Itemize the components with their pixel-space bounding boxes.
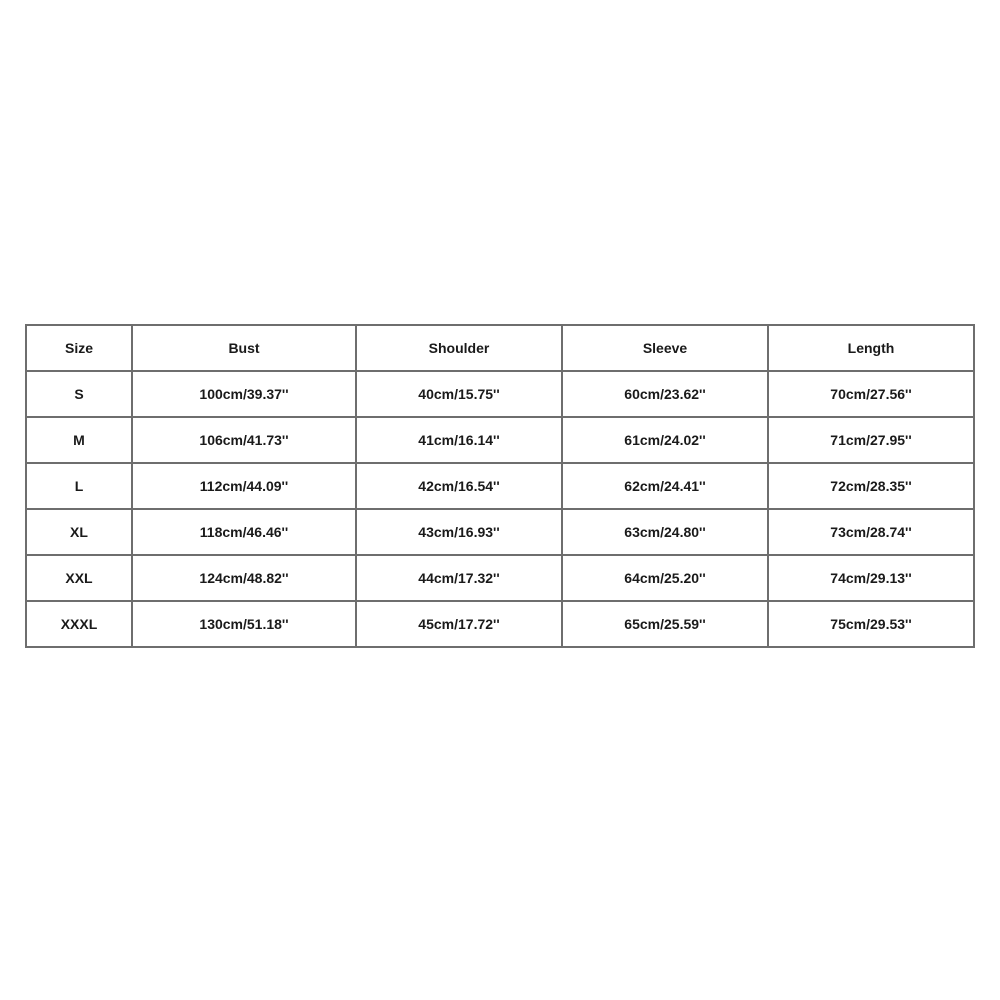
cell-sleeve: 65cm/25.59'' (562, 601, 768, 647)
cell-size: XL (26, 509, 132, 555)
cell-shoulder: 45cm/17.72'' (356, 601, 562, 647)
cell-bust: 124cm/48.82'' (132, 555, 356, 601)
cell-shoulder: 40cm/15.75'' (356, 371, 562, 417)
cell-size: XXL (26, 555, 132, 601)
header-shoulder: Shoulder (356, 325, 562, 371)
cell-bust: 118cm/46.46'' (132, 509, 356, 555)
cell-sleeve: 61cm/24.02'' (562, 417, 768, 463)
cell-size: M (26, 417, 132, 463)
table-row (26, 463, 974, 509)
cell-length: 74cm/29.13'' (768, 555, 974, 601)
cell-bust: 100cm/39.37'' (132, 371, 356, 417)
header-row (26, 325, 974, 371)
cell-length: 75cm/29.53'' (768, 601, 974, 647)
header-size: Size (26, 325, 132, 371)
header-sleeve: Sleeve (562, 325, 768, 371)
cell-shoulder: 41cm/16.14'' (356, 417, 562, 463)
cell-length: 73cm/28.74'' (768, 509, 974, 555)
size-chart-table (25, 324, 975, 648)
cell-sleeve: 62cm/24.41'' (562, 463, 768, 509)
table-row (26, 509, 974, 555)
cell-bust: 130cm/51.18'' (132, 601, 356, 647)
cell-length: 72cm/28.35'' (768, 463, 974, 509)
table-row (26, 371, 974, 417)
cell-shoulder: 44cm/17.32'' (356, 555, 562, 601)
cell-sleeve: 63cm/24.80'' (562, 509, 768, 555)
cell-bust: 112cm/44.09'' (132, 463, 356, 509)
cell-size: XXXL (26, 601, 132, 647)
table-row (26, 601, 974, 647)
cell-size: L (26, 463, 132, 509)
cell-sleeve: 64cm/25.20'' (562, 555, 768, 601)
table-row (26, 555, 974, 601)
cell-length: 71cm/27.95'' (768, 417, 974, 463)
cell-shoulder: 43cm/16.93'' (356, 509, 562, 555)
cell-sleeve: 60cm/23.62'' (562, 371, 768, 417)
cell-length: 70cm/27.56'' (768, 371, 974, 417)
cell-bust: 106cm/41.73'' (132, 417, 356, 463)
cell-size: S (26, 371, 132, 417)
table-row (26, 417, 974, 463)
header-bust: Bust (132, 325, 356, 371)
cell-shoulder: 42cm/16.54'' (356, 463, 562, 509)
header-length: Length (768, 325, 974, 371)
